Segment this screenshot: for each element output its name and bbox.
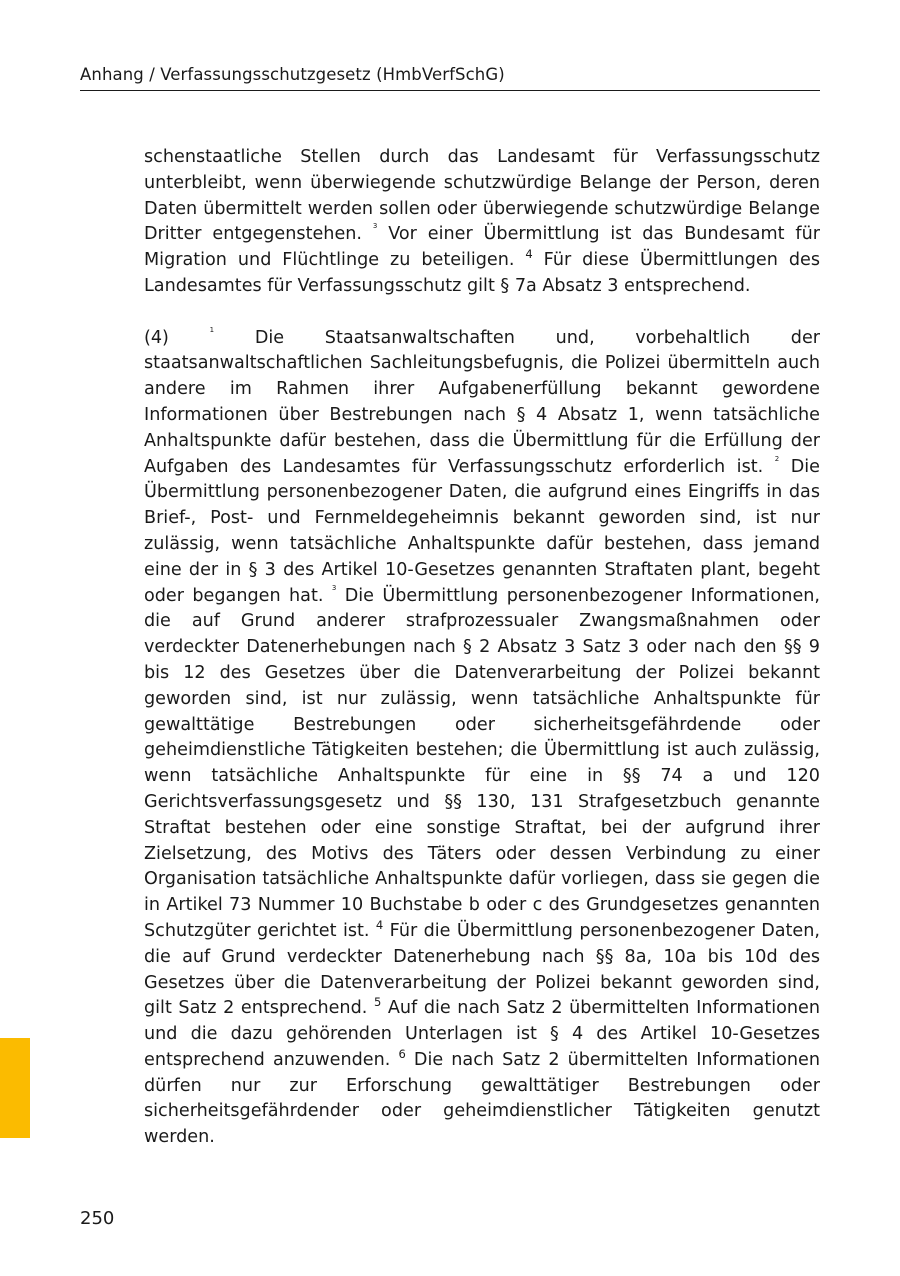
main-text [144,145,820,1151]
sentence-text: Die Übermittlung personenbezogener Daten, die aufgrund eines Eingriffs in das Brief-, Post- und Fernmeldegeheimnis bekannt geworden sind, ist nur zulässig, wenn tatsächliche Anhaltspunkte dafür bestehen, dass jemand eine der in § 3 des Artikel 10-Gesetzes genannten Straftaten plant, begeht oder begangen hat. [144,456,820,606]
sentence-text: Vor einer Übermittlung ist das Bundesamt für Migration und Flüchtlinge zu beteiligen. [144,224,821,271]
sentence-number: 4 [375,917,384,932]
sentence-number: 4 [525,247,533,262]
sentence-text: Die nach Satz 2 übermittelten Informationen dürfen nur zur Erforschung gewalttätiger Bestrebungen oder sicherheitsgefährdender oder geheimdienstlicher Tätigkeiten genutzt werden. [144,1049,821,1148]
running-title: Anhang / Verfassungsschutzgesetz (HmbVerfSchG) [80,65,505,84]
sentence-text: Die Staatsanwaltschaften und, vorbehaltlich der staatsanwaltschaftlichen Sachleitungsbefugnis, die Polizei übermitteln auch andere im Rahmen ihrer Aufgabenerfüllung bekannt gewordene Informationen über Bestrebungen nach § 4 Absatz 1, wenn tatsächliche Anhaltspunkte dafür bestehen, dass die Übermittlung für die Erfüllung der Aufgaben des Landesamtes für Verfassungsschutz erforderlich ist. [144,327,821,477]
sentence-text: schenstaatliche Stellen durch das Landesamt für Verfassungsschutz unterbleibt, wenn überwiegende schutzwürdige Belange der Person, deren Daten übermittelt werden sollen oder überwiegende schutzwürdige Belange Dritter entgegenstehen. [144,147,820,245]
sentence-number: 2 [774,454,780,463]
continuation-paragraph [144,145,820,300]
paragraph-4 [144,326,820,1152]
sentence-number: 3 [331,583,337,592]
sentence-number: 1 [209,325,215,334]
paragraph-label: (4) [144,327,169,348]
sentence-number: 3 [372,222,378,231]
sentence-number: 5 [373,995,382,1010]
sentence-text: Für diese Übermittlungen des Landesamtes für Verfassungsschutz gilt § 7a Absatz 3 entsprechend. [144,250,820,296]
sentence-text: Für die Übermittlung personenbezogener Daten, die auf Grund verdeckter Datenerhebung nach §§ 8a, 10a bis 10d des Gesetzes über die Datenverarbeitung der Polizei bekannt geworden sind, gilt Satz 2 entsprechend. [144,920,821,1019]
page-number: 250 [80,1208,115,1229]
sentence-text: Die Übermittlung personenbezogener Informationen, die auf Grund anderer strafprozessualer Zwangsmaßnahmen oder verdeckter Datenerhebungen nach § 2 Absatz 3 Satz 3 oder nach den §§ 9 bis 12 des Gesetzes über die Datenverarbeitung der Polizei bekannt geworden sind, ist nur zulässig, wenn tatsächliche Anhaltspunkte für gewalttätige Bestrebungen oder sicherheitsgefährdende oder geheimdienstliche Tätigkeiten bestehen; die Übermittlung ist auch zulässig, wenn tatsächliche Anhaltspunkte für eine in §§ 74 a und 120 Gerichtsverfassungsgesetz und §§ 130, 131 Strafgesetzbuch genannte Straftat bestehen oder eine sonstige Straftat, bei der aufgrund ihrer Zielsetzung, des Motivs des Täters oder dessen Verbindung zu einer Organisation tatsächliche Anhaltspunkte dafür vorliegen, dass sie gegen die in Artikel 73 Nummer 10 Buchstabe b oder c des Grundgesetzes genannten Schutzgüter gerichtet ist. [144,585,821,941]
chapter-tab-marker [0,1038,30,1138]
header-rule [80,90,820,91]
sentence-text: Auf die nach Satz 2 übermittelten Informationen und die dazu gehörenden Unterlagen ist § 4 des Artikel 10-Gesetzes entsprechend anzuwenden. [144,998,820,1070]
sentence-number: 6 [398,1046,406,1061]
